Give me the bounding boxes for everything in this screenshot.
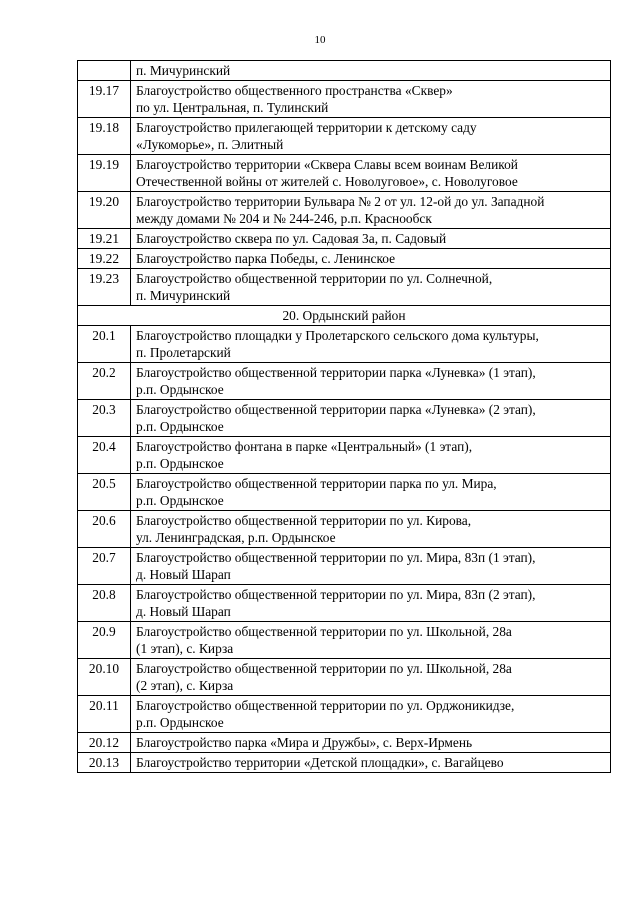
table-row bbox=[78, 733, 611, 753]
row-description-cell bbox=[131, 585, 611, 622]
projects-table-body bbox=[78, 61, 611, 773]
row-description-cell bbox=[131, 192, 611, 229]
row-number-cell: 20.4 bbox=[78, 437, 131, 474]
table-row bbox=[78, 474, 611, 511]
row-description-line: Благоустройство общественной территории парка по ул. Мира, bbox=[136, 476, 497, 491]
row-number-cell: 19.20 bbox=[78, 192, 131, 229]
row-description-cell bbox=[131, 269, 611, 306]
row-description-cell bbox=[131, 696, 611, 733]
row-description-line: д. Новый Шарап bbox=[136, 567, 231, 582]
row-description-line: р.п. Ордынское bbox=[136, 493, 224, 508]
row-number-cell: 19.21 bbox=[78, 229, 131, 249]
row-description-line: (1 этап), с. Кирза bbox=[136, 641, 234, 656]
row-description-line: между домами № 204 и № 244-246, р.п. Краснообск bbox=[136, 211, 432, 226]
row-description-line: «Лукоморье», п. Элитный bbox=[136, 137, 284, 152]
row-description-line: Благоустройство фонтана в парке «Центральный» (1 этап), bbox=[136, 439, 473, 454]
row-description-line: Благоустройство парка «Мира и Дружбы», с. Верх-Ирмень bbox=[136, 735, 473, 750]
row-description-line: Благоустройство площадки у Пролетарского сельского дома культуры, bbox=[136, 328, 539, 343]
row-number-cell: 19.22 bbox=[78, 249, 131, 269]
section-header-row bbox=[78, 306, 611, 326]
table-row bbox=[78, 696, 611, 733]
row-description-line: Благоустройство сквера по ул. Садовая 3а, п. Садовый bbox=[136, 231, 447, 246]
row-description-line: р.п. Ордынское bbox=[136, 419, 224, 434]
row-description-line: д. Новый Шарап bbox=[136, 604, 231, 619]
row-description-line: Благоустройство общественной территории по ул. Мира, 83п (2 этап), bbox=[136, 587, 536, 602]
row-description-line: Благоустройство общественной территории парка «Луневка» (1 этап), bbox=[136, 365, 536, 380]
row-number-cell: 20.9 bbox=[78, 622, 131, 659]
row-description-line: Благоустройство прилегающей территории к детскому саду bbox=[136, 120, 477, 135]
row-description-cell bbox=[131, 511, 611, 548]
row-number-cell: 20.8 bbox=[78, 585, 131, 622]
table-row bbox=[78, 753, 611, 773]
table-row bbox=[78, 249, 611, 269]
table-row bbox=[78, 61, 611, 81]
table-row bbox=[78, 511, 611, 548]
row-description-cell bbox=[131, 229, 611, 249]
row-description-line: ул. Ленинградская, р.п. Ордынское bbox=[136, 530, 336, 545]
row-description-line: Благоустройство общественной территории по ул. Солнечной, bbox=[136, 271, 493, 286]
row-description-cell bbox=[131, 249, 611, 269]
row-description-cell bbox=[131, 155, 611, 192]
table-row bbox=[78, 155, 611, 192]
row-description-cell bbox=[131, 659, 611, 696]
row-number-cell: 19.23 bbox=[78, 269, 131, 306]
row-description-cell bbox=[131, 622, 611, 659]
table-row bbox=[78, 548, 611, 585]
row-number-cell: 20.13 bbox=[78, 753, 131, 773]
row-description-line: Благоустройство территории Бульвара № 2 от ул. 12-ой до ул. Западной bbox=[136, 194, 545, 209]
section-title: 20. Ордынский район bbox=[78, 306, 611, 326]
table-row bbox=[78, 118, 611, 155]
row-description-line: п. Пролетарский bbox=[136, 345, 231, 360]
row-number-cell bbox=[78, 61, 131, 81]
row-number-cell: 20.12 bbox=[78, 733, 131, 753]
row-number-cell: 20.3 bbox=[78, 400, 131, 437]
row-description-line: Благоустройство общественной территории по ул. Мира, 83п (1 этап), bbox=[136, 550, 536, 565]
page-number: 10 bbox=[314, 34, 326, 46]
row-description-line: Благоустройство территории «Сквера Славы всем воинам Великой bbox=[136, 157, 518, 172]
row-description-line: Благоустройство общественной территории по ул. Орджоникидзе, bbox=[136, 698, 515, 713]
row-description-line: Отечественной войны от жителей с. Новолуговое», с. Новолуговое bbox=[136, 174, 518, 189]
row-description-cell bbox=[131, 548, 611, 585]
table-row bbox=[78, 269, 611, 306]
row-description-line: Благоустройство общественной территории парка «Луневка» (2 этап), bbox=[136, 402, 536, 417]
row-number-cell: 20.11 bbox=[78, 696, 131, 733]
row-description-line: Благоустройство территории «Детской площадки», с. Вагайцево bbox=[136, 755, 504, 770]
row-number-cell: 19.17 bbox=[78, 81, 131, 118]
row-description-line: п. Мичуринский bbox=[136, 63, 231, 78]
row-description-cell bbox=[131, 326, 611, 363]
row-description-line: Благоустройство общественного пространства «Сквер» bbox=[136, 83, 453, 98]
row-number-cell: 20.2 bbox=[78, 363, 131, 400]
table-row bbox=[78, 659, 611, 696]
row-description-cell bbox=[131, 437, 611, 474]
row-description-line: р.п. Ордынское bbox=[136, 382, 224, 397]
row-description-cell bbox=[131, 61, 611, 81]
row-description-line: Благоустройство парка Победы, с. Ленинское bbox=[136, 251, 396, 266]
table-row bbox=[78, 622, 611, 659]
row-description-cell bbox=[131, 118, 611, 155]
row-description-cell bbox=[131, 363, 611, 400]
row-number-cell: 19.18 bbox=[78, 118, 131, 155]
row-description-line: п. Мичуринский bbox=[136, 288, 231, 303]
row-description-cell bbox=[131, 753, 611, 773]
row-number-cell: 20.10 bbox=[78, 659, 131, 696]
row-number-cell: 20.6 bbox=[78, 511, 131, 548]
table-row bbox=[78, 81, 611, 118]
table-row bbox=[78, 363, 611, 400]
row-number-cell: 20.5 bbox=[78, 474, 131, 511]
row-description-line: по ул. Центральная, п. Тулинский bbox=[136, 100, 329, 115]
projects-table bbox=[77, 60, 611, 773]
table-row bbox=[78, 192, 611, 229]
row-description-line: р.п. Ордынское bbox=[136, 456, 224, 471]
table-row bbox=[78, 585, 611, 622]
row-description-cell bbox=[131, 733, 611, 753]
row-description-line: Благоустройство общественной территории по ул. Школьной, 28а bbox=[136, 661, 512, 676]
row-description-line: Благоустройство общественной территории по ул. Школьной, 28а bbox=[136, 624, 512, 639]
row-description-line: Благоустройство общественной территории по ул. Кирова, bbox=[136, 513, 472, 528]
row-number-cell: 20.7 bbox=[78, 548, 131, 585]
table-row bbox=[78, 229, 611, 249]
row-description-cell bbox=[131, 81, 611, 118]
table-row bbox=[78, 437, 611, 474]
row-number-cell: 20.1 bbox=[78, 326, 131, 363]
row-description-line: (2 этап), с. Кирза bbox=[136, 678, 234, 693]
row-description-cell bbox=[131, 474, 611, 511]
table-row bbox=[78, 326, 611, 363]
row-description-line: р.п. Ордынское bbox=[136, 715, 224, 730]
table-row bbox=[78, 400, 611, 437]
row-description-cell bbox=[131, 400, 611, 437]
row-number-cell: 19.19 bbox=[78, 155, 131, 192]
